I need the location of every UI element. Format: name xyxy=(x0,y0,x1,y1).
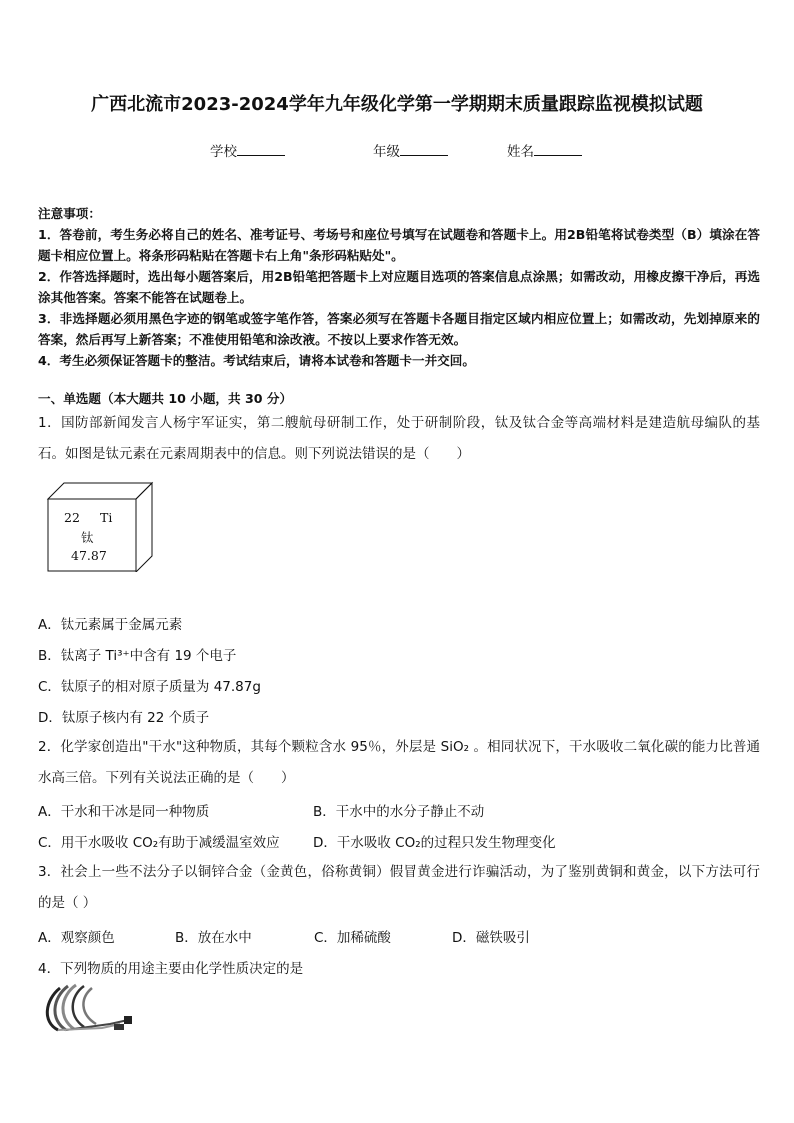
q1-option-b: B．钛离子 Ti³⁺中含有 19 个电子 xyxy=(38,648,237,664)
q3-option-a: A．观察颜色 xyxy=(38,930,115,946)
q2-option-b: B．干水中的水分子静止不动 xyxy=(313,804,485,820)
notes-heading: 注意事项： xyxy=(38,206,101,221)
exam-notes xyxy=(38,203,760,371)
grade-blank[interactable] xyxy=(400,141,448,156)
q3-option-d: D．磁铁吸引 xyxy=(452,930,530,946)
element-name: 钛 xyxy=(81,530,94,545)
element-symbol: Ti xyxy=(100,510,113,525)
note-item: 1．答卷前，考生务必将自己的姓名、准考证号、考场号和座位号填写在试题卷和答题卡上。用2B铅笔将试卷类型（B）填涂在答题卡相应位置上。将条形码粘贴在答题卡右上角"条形码粘贴处"。 xyxy=(38,227,760,263)
note-item: 2．作答选择题时，选出每小题答案后，用2B铅笔把答题卡上对应题目选项的答案信息点涂黑；如需改动，用橡皮擦干净后，再选涂其他答案。答案不能答在试题卷上。 xyxy=(38,269,760,305)
element-atomic-mass: 47.87 xyxy=(71,548,107,563)
section-heading: 一、单选题（本大题共 10 小题，共 30 分） xyxy=(38,391,293,406)
q2-option-d: D．干水吸收 CO₂的过程只发生物理变化 xyxy=(313,835,556,851)
question-1-stem: 1．国防部新闻发言人杨宇军证实，第二艘航母研制工作，处于研制阶段，钛及钛合金等高端材料是建造航母编队的基石。如图是钛元素在元素周期表中的信息。则下列说法错误的是（ ） xyxy=(38,415,760,462)
school-field[interactable] xyxy=(210,140,285,160)
question-2-stem: 2．化学家创造出"干水"这种物质，其每个颗粒含水 95％，外层是 SiO₂ 。相同状况下，干水吸收二氧化碳的能力比普通水高三倍。下列有关说法正确的是（ ） xyxy=(38,739,760,786)
q1-option-c: C．钛原子的相对原子质量为 47.87g xyxy=(38,679,261,695)
school-blank[interactable] xyxy=(237,141,285,156)
page-title: 广西北流市2023-2024学年九年级化学第一学期期末质量跟踪监视模拟试题 xyxy=(91,94,703,115)
element-atomic-number: 22 xyxy=(64,510,80,525)
grade-label: 年级 xyxy=(373,144,400,160)
q1-option-d: D．钛原子核内有 22 个质子 xyxy=(38,710,210,726)
school-label: 学校 xyxy=(210,144,237,160)
q1-option-a: A．钛元素属于金属元素 xyxy=(38,617,183,633)
q3-option-b: B．放在水中 xyxy=(175,930,252,946)
note-item: 4．考生必须保证答题卡的整洁。考试结束后，请将本试卷和答题卡一并交回。 xyxy=(38,353,475,368)
grade-field[interactable] xyxy=(373,140,448,160)
student-info-row xyxy=(0,140,794,160)
q2-option-a: A．干水和干冰是同一种物质 xyxy=(38,804,210,820)
q3-option-c: C．加稀硫酸 xyxy=(314,930,391,946)
name-blank[interactable] xyxy=(534,141,582,156)
note-item: 3．非选择题必须用黑色字迹的钢笔或签字笔作答，答案必须写在答题卡各题目指定区域内相应位置上；如需改动，先划掉原来的答案，然后再写上新答案；不准使用铅笔和涂改液。不按以上要求作答无效。 xyxy=(38,311,760,347)
question-3-stem: 3．社会上一些不法分子以铜锌合金（金黄色，俗称黄铜）假冒黄金进行诈骗活动，为了鉴别黄铜和黄金，以下方法可行的是（ ） xyxy=(38,864,760,911)
question-4-stem: 4．下列物质的用途主要由化学性质决定的是 xyxy=(38,961,304,977)
q2-option-c: C．用干水吸收 CO₂有助于减缓温室效应 xyxy=(38,835,280,851)
name-label: 姓名 xyxy=(507,144,534,160)
wire-cable-image xyxy=(40,980,135,1040)
name-field[interactable] xyxy=(507,140,582,160)
